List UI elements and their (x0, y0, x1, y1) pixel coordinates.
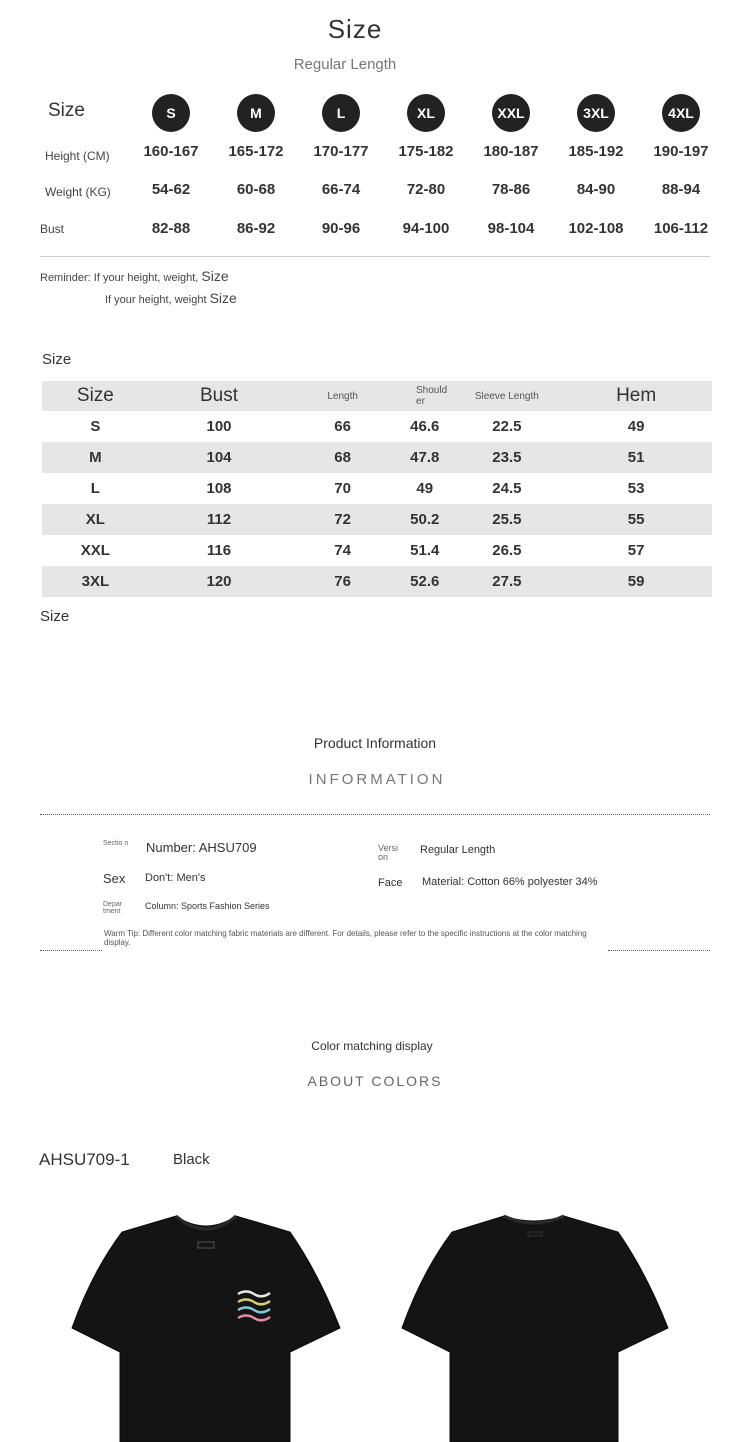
size-circle-3xl: 3XL (577, 94, 615, 132)
reminder-size-2: Size (209, 290, 237, 306)
size-cell: 165-172 (228, 143, 284, 160)
table-row (42, 535, 712, 566)
department-label: Depar tment (103, 901, 123, 915)
size-cell: 82-88 (151, 220, 191, 237)
spec-cell: 51 (560, 442, 712, 473)
column-value: Column: Sports Fashion Series (145, 901, 270, 911)
spec-header-cell: Should er (396, 381, 453, 411)
spec-cell: 100 (206, 418, 232, 435)
tshirt-back-image (398, 1212, 672, 1442)
number-value: Number: AHSU709 (146, 840, 257, 855)
spec-cell: 72 (289, 504, 396, 535)
color-matching-title: Color matching display (311, 1039, 433, 1053)
info-bottom-border-right (608, 950, 710, 951)
size-cell: 88-94 (661, 181, 701, 198)
size-chart-title: Size (327, 14, 383, 44)
spec-cell: 108 (206, 480, 232, 497)
warm-tip: Warm Tip: Different color matching fabric materials are different. For details, please refer to the specific instructions at the color matching display. (104, 929, 587, 947)
spec-cell: L (90, 480, 100, 497)
size-cell: 86-92 (236, 220, 276, 237)
table-row (42, 504, 712, 535)
face-label: Face (378, 877, 403, 889)
spec-header-cell: Sleeve Length (453, 381, 560, 411)
spec-cell: 68 (289, 442, 396, 473)
size-cell: 98-104 (487, 220, 535, 237)
info-top-border (40, 814, 710, 815)
size-cell: 160-167 (143, 143, 199, 160)
spec-table (42, 381, 712, 597)
spec-cell: XXL (80, 542, 110, 559)
version-label: Versi on (378, 843, 399, 862)
color-matching-subtitle: ABOUT COLORS (307, 1073, 443, 1089)
table-row (42, 442, 712, 473)
sex-value: Don't: Men's (145, 872, 206, 884)
table-row (42, 411, 712, 442)
spec-cell: 104 (149, 442, 289, 473)
spec-cell: 3XL (42, 566, 149, 597)
spec-table-label: Size (42, 351, 72, 368)
row-label: Height (CM) (45, 149, 110, 163)
size-cell: 175-182 (398, 143, 454, 160)
size-chart-subtitle: Regular Length (293, 56, 397, 73)
size-cell: 102-108 (568, 220, 624, 237)
spec-cell: 76 (289, 566, 396, 597)
spec-cell: 57 (627, 542, 645, 559)
row-label: Weight (KG) (45, 185, 111, 199)
spec-cell: XL (42, 504, 149, 535)
spec-cell: 53 (627, 480, 645, 497)
size-cell: 84-90 (576, 181, 616, 198)
tshirt-front-image (68, 1212, 344, 1442)
size-cell: 66-74 (321, 181, 361, 198)
spec-cell: 55 (560, 504, 712, 535)
reminder-text-1: Reminder: If your height, weight, (40, 272, 199, 284)
spec-cell: 25.5 (453, 504, 560, 535)
size-cell: 185-192 (568, 143, 624, 160)
size-row-header: Size (48, 100, 85, 121)
table-row (42, 566, 712, 597)
product-color: Black (173, 1151, 210, 1168)
spec-table-header (42, 381, 712, 411)
product-info-subtitle: INFORMATION (308, 771, 446, 788)
spec-cell: 49 (627, 418, 645, 435)
size-cell: 190-197 (653, 143, 709, 160)
spec-cell: 51.4 (410, 542, 440, 559)
size-cell: 106-112 (653, 220, 709, 237)
spec-cell: 23.5 (453, 442, 560, 473)
spec-cell: 74 (334, 542, 351, 559)
size-cell: 60-68 (236, 181, 276, 198)
spec-header-cell: Length (289, 381, 396, 411)
spec-cell: 50.2 (396, 504, 453, 535)
spec-cell: 49 (416, 480, 434, 497)
divider (40, 256, 710, 257)
spec-cell: M (42, 442, 149, 473)
reminder-size-1: Size (201, 268, 229, 284)
spec-cell: 27.5 (453, 566, 560, 597)
reminder-line-2 (105, 290, 237, 306)
size-cell: 54-62 (151, 181, 191, 198)
spec-cell: 47.8 (396, 442, 453, 473)
spec-cell: 22.5 (492, 418, 522, 435)
row-label: Bust (40, 222, 65, 236)
size-cell: 90-96 (321, 220, 361, 237)
spec-cell: S (90, 418, 101, 435)
size-cell: 78-86 (491, 181, 531, 198)
spec-cell: 66 (334, 418, 351, 435)
spec-cell: 24.5 (492, 480, 522, 497)
size-cell: 72-80 (406, 181, 446, 198)
spec-cell: 120 (149, 566, 289, 597)
section-label: Sectio n (103, 840, 129, 847)
spec-header-cell: Size (42, 381, 149, 411)
size-cell: 180-187 (483, 143, 539, 160)
reminder-line-1 (40, 268, 229, 284)
material-value: Material: Cotton 66% polyester 34% (422, 876, 598, 888)
spec-cell: 116 (206, 542, 232, 559)
size-circle-xl: XL (407, 94, 445, 132)
size-cell: 94-100 (402, 220, 450, 237)
spec-table-footer: Size (40, 608, 70, 625)
product-code: AHSU709-1 (39, 1150, 130, 1169)
size-circle-4xl: 4XL (662, 94, 700, 132)
size-cell: 170-177 (313, 143, 369, 160)
spec-cell: 52.6 (396, 566, 453, 597)
spec-header-cell: Bust (149, 381, 289, 411)
table-row (42, 473, 712, 504)
spec-cell: 46.6 (410, 418, 440, 435)
reminder-text-2: If your height, weight (105, 294, 207, 306)
product-info-title: Product Information (313, 735, 437, 751)
version-value: Regular Length (420, 844, 496, 856)
size-circle-m: M (237, 94, 275, 132)
spec-cell: 112 (149, 504, 289, 535)
size-circle-s: S (152, 94, 190, 132)
size-circle-l: L (322, 94, 360, 132)
spec-cell: 70 (334, 480, 351, 497)
spec-header-cell: Hem (560, 381, 712, 411)
spec-cell: 59 (560, 566, 712, 597)
size-circle-xxl: XXL (492, 94, 530, 132)
info-bottom-border-left (40, 950, 102, 951)
spec-cell: 26.5 (492, 542, 522, 559)
sex-label: Sex (103, 871, 126, 886)
